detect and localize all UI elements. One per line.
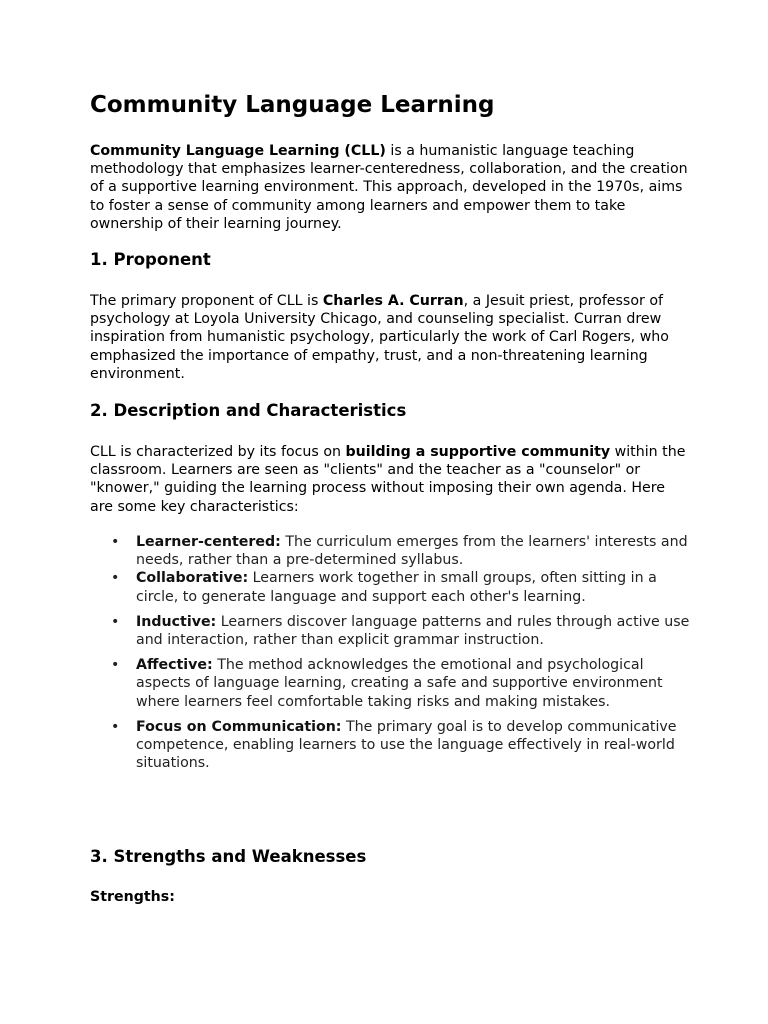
bullet-icon: • — [111, 657, 120, 674]
intro-bold-term: Community Language Learning (CLL) — [90, 143, 386, 159]
section-heading-proponent: 1. Proponent — [90, 250, 211, 269]
page-title: Community Language Learning — [90, 92, 495, 118]
proponent-text-before: The primary proponent of CLL is — [90, 293, 323, 309]
bullet-icon: • — [111, 534, 120, 550]
proponent-text-after: , a Jesuit priest, professor of psychology at Loyola University Chicago, and counseling specialist. Curran drew inspiration from humanistic psychology, particularly the work of Carl Rogers, who emphasized the importance of empathy, trust, and a non-threatening learning environment. — [90, 293, 669, 382]
list-item-text: Learners work together in small groups, often sitting in a circle, to generate language and support each other's learning. — [136, 570, 657, 605]
bullet-icon: • — [111, 570, 120, 587]
description-bold: building a supportive community — [345, 444, 611, 460]
intro-text: is a humanistic language teaching methodology that emphasizes learner-centeredness, collaboration, and the creation of a supportive learning environment. This approach, developed in the 1970s, aims to foster a sense of community among learners and empower them to take ownership of their learning journey. — [90, 143, 688, 232]
list-item-text: The primary goal is to develop communicative competence, enabling learners to use the language effectively in real-world situations. — [136, 718, 677, 772]
list-item-label: Collaborative: — [136, 570, 249, 587]
characteristics-list — [90, 533, 690, 779]
list-item-text: The method acknowledges the emotional and psychological aspects of language learning, creating a safe and supportive environment where learners feel comfortable taking risks and making mistakes. — [136, 657, 663, 710]
list-item-label: Learner-centered: — [136, 534, 281, 550]
bullet-icon: • — [111, 613, 120, 630]
proponent-name: Charles A. Curran — [322, 293, 464, 309]
list-item-label: Focus on Communication: — [136, 718, 342, 735]
bullet-icon: • — [111, 718, 120, 735]
list-item — [90, 656, 690, 711]
list-item — [90, 569, 690, 605]
section-heading-description: 2. Description and Characteristics — [90, 401, 407, 420]
intro-paragraph — [90, 142, 690, 233]
list-item-text: Learners discover language patterns and rules through active use and interaction, rather than explicit grammar instruction. — [136, 613, 690, 649]
list-item — [90, 718, 690, 773]
list-item-label: Inductive: — [136, 613, 217, 630]
strengths-label: Strengths: — [90, 889, 175, 905]
list-item — [90, 613, 690, 649]
description-text-after: within the classroom. Learners are seen as "clients" and the teacher as a "counselor" or "knower," guiding the learning process without imposing their own agenda. Here are some key characteristics: — [90, 444, 686, 515]
description-paragraph — [90, 443, 690, 516]
list-item-text: The curriculum emerges from the learners' interests and needs, rather than a pre-determined syllabus. — [136, 534, 688, 569]
list-item — [90, 533, 690, 569]
description-text-before: CLL is characterized by its focus on — [90, 444, 346, 460]
proponent-paragraph — [90, 292, 690, 383]
list-item-label: Affective: — [136, 657, 213, 674]
section-heading-strengths-weaknesses: 3. Strengths and Weaknesses — [90, 847, 367, 866]
